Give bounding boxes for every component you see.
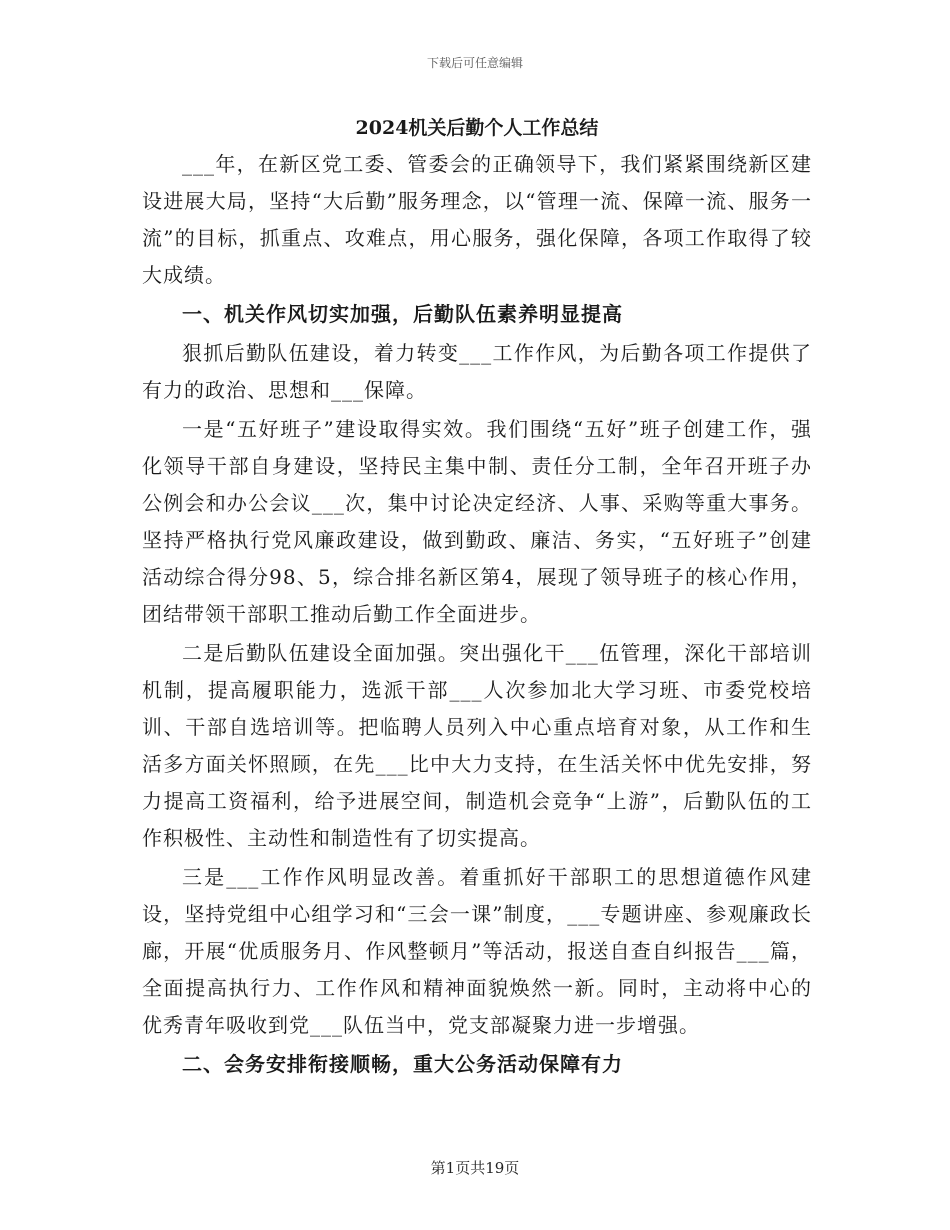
intro-paragraph: ___年，在新区党工委、管委会的正确领导下，我们紧紧围绕新区建设进展大局，坚持“大后勤”服务理念，以“管理一流、保障一流、服务一流”的目标，抓重点、攻难点，用心服务，强化保障，各项工作取得了较大成绩。 xyxy=(142,152,812,287)
section-1-paragraph-2: 一是“五好班子”建设取得实效。我们围绕“五好”班子创建工作，强化领导干部自身建设，坚持民主集中制、责任分工制，全年召开班子办公例会和办公会议___次，集中讨论决定经济、人事、采购等重大事务。坚持严格执行党风廉政建设，做到勤政、廉洁、务实，“五好班子”创建活动综合得分98、5，综合排名新区第4，展现了领导班子的核心作用，团结带领干部职工推动后勤工作全面进步。 xyxy=(142,417,812,626)
section-1-paragraph-4: 三是___工作作风明显改善。着重抓好干部职工的思想道德作风建设，坚持党组中心组学习和“三会一课”制度，___专题讲座、参观廉政长廊，开展“优质服务月、作风整顿月”等活动，报送自查自纠报告___篇，全面提高执行力、工作作风和精神面貌焕然一新。同时，主动将中心的优秀青年吸收到党___队伍当中，党支部凝聚力进一步增强。 xyxy=(142,865,812,1037)
section-1-paragraph-3: 二是后勤队伍建设全面加强。突出强化干___伍管理，深化干部培训机制，提高履职能力，选派干部___人次参加北大学习班、市委党校培训、干部自选培训等。把临聘人员列入中心重点培育对象，从工作和生活多方面关怀照顾，在先___比中大力支持，在生活关怀中优先安排，努力提高工资福利，给予进展空间，制造机会竞争“上游”，后勤队伍的工作积极性、主动性和制造性有了切实提高。 xyxy=(142,641,812,850)
section-1-heading: 一、机关作风切实加强，后勤队伍素养明显提高 xyxy=(182,302,623,326)
page-header-note: 下载后可任意编辑 xyxy=(426,56,523,70)
section-2-heading: 二、会务安排衔接顺畅，重大公务活动保障有力 xyxy=(182,1052,623,1076)
page-number: 第1页共19页 xyxy=(430,1159,520,1177)
document-body xyxy=(142,112,812,1085)
section-1-paragraph-1: 狠抓后勤队伍建设，着力转变___工作作风，为后勤各项工作提供了有力的政治、思想和___保障。 xyxy=(142,341,812,402)
document-title: 2024机关后勤个人工作总结 xyxy=(355,117,599,139)
